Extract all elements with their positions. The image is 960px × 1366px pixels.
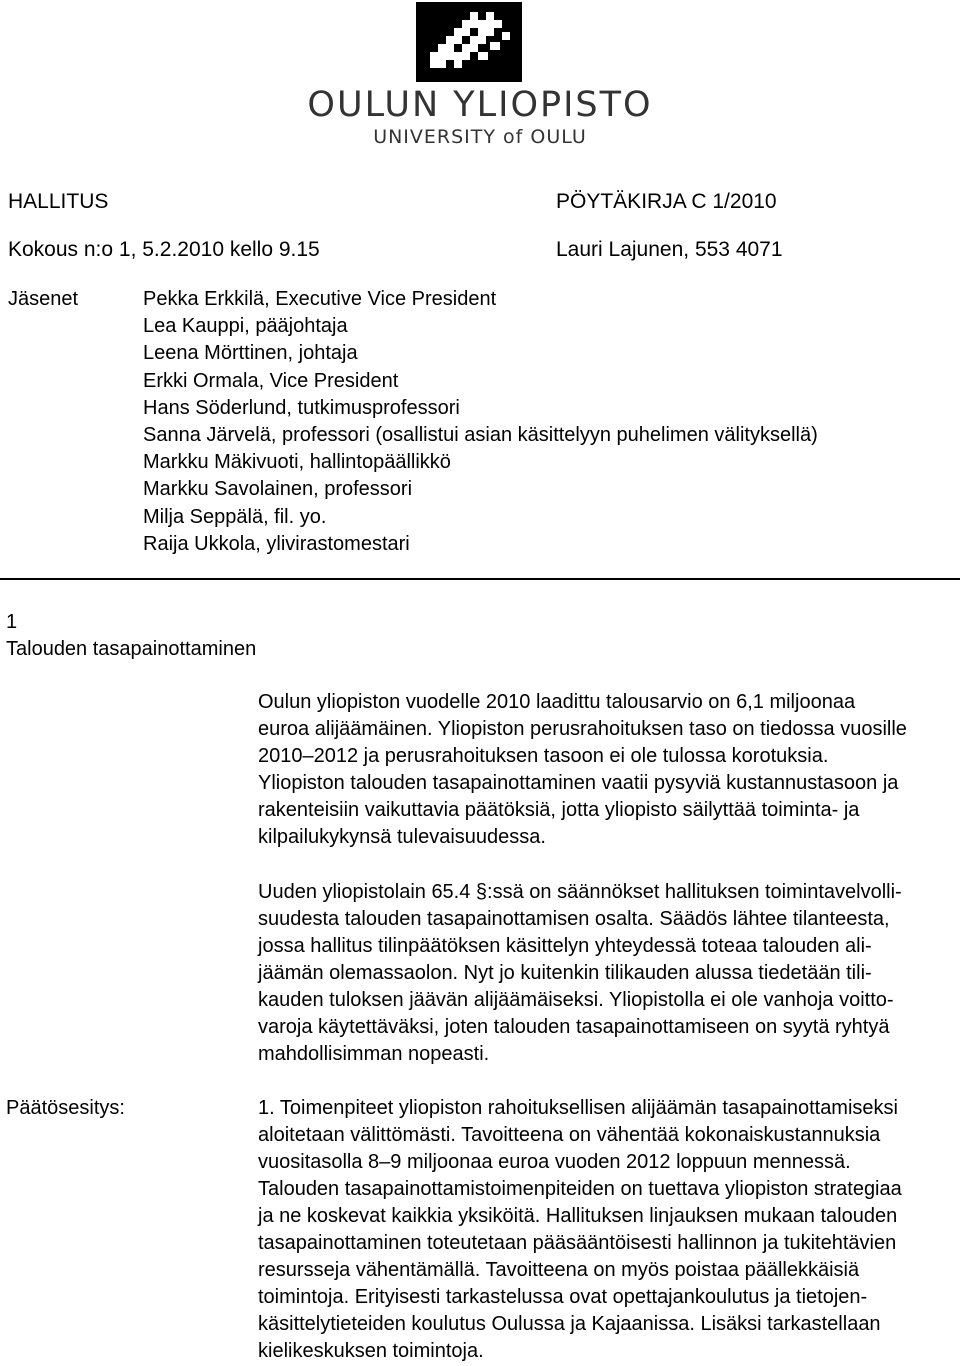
text-line: ja ne koskevat kaikkia yksiköitä. Hallituksen linjauksen mukaan talouden <box>258 1205 898 1227</box>
item-title: Talouden tasapainottaminen <box>6 638 257 660</box>
text-line: varoja käytettäväksi, joten talouden tasapainottamiseen on syytä ryhtyä <box>258 1016 890 1038</box>
member-item: Erkki Ormala, Vice President <box>143 369 399 392</box>
text-line: rakenteisiin vaikuttavia päätöksiä, jotta yliopisto säilyttää toiminta- ja <box>258 799 860 821</box>
logo-wordmark: OULUN YLIOPISTO <box>307 85 653 125</box>
text-line: kilpailukykynsä tulevaisuudessa. <box>258 826 546 848</box>
logo-subtitle: UNIVERSITY of OULU <box>373 126 587 148</box>
text-line: Yliopiston talouden tasapainottaminen vaatii pysyviä kustannustasoon ja <box>258 772 899 794</box>
section-divider <box>0 578 960 580</box>
proposal-text <box>258 1095 948 1365</box>
board-name: HALLITUS <box>8 190 109 213</box>
member-item: Milja Seppälä, fil. yo. <box>143 505 327 528</box>
text-line: toimintoja. Erityisesti tarkastelussa ovat opettajankoulutus ja tietojen- <box>258 1286 868 1308</box>
text-line: jäämän olemassaolon. Nyt jo kuitenkin tilikauden alussa tiedetään tili- <box>258 962 872 984</box>
proposal-label: Päätösesitys: <box>6 1097 125 1119</box>
member-item: Markku Savolainen, professori <box>143 478 413 501</box>
item-paragraph-2 <box>258 879 948 1068</box>
text-line: tasapainottaminen toteutetaan pääsääntöisesti hallinnon ja tukitehtävien <box>258 1232 897 1254</box>
meeting-info: Kokous n:o 1, 5.2.2010 kello 9.15 <box>8 238 320 261</box>
member-item: Pekka Erkkilä, Executive Vice President <box>143 288 497 310</box>
text-line: 1. Toimenpiteet yliopiston rahoituksellisen alijäämän tasapainottamiseksi <box>258 1097 898 1119</box>
text-line: suudesta talouden tasapainottamisen osalta. Säädös lähtee tilanteesta, <box>258 908 890 930</box>
members-label: Jäsenet <box>8 288 79 310</box>
text-line: aloitetaan välittömästi. Tavoitteena on vähentää kokonaiskustannuksia <box>258 1124 881 1146</box>
member-item: Markku Mäkivuoti, hallintopäällikkö <box>143 451 451 474</box>
university-crest-icon <box>416 2 522 82</box>
member-item: Leena Mörttinen, johtaja <box>143 342 358 365</box>
text-line: Uuden yliopistolain 65.4 §:ssä on säännökset hallituksen toimintavelvolli- <box>258 881 902 903</box>
member-item: Raija Ukkola, ylivirastomestari <box>143 532 410 555</box>
document-id: PÖYTÄKIRJA C 1/2010 <box>556 190 777 213</box>
contact-info: Lauri Lajunen, 553 4071 <box>556 238 783 261</box>
text-line: resursseja vähentämällä. Tavoitteena on myös poistaa päällekkäisiä <box>258 1259 860 1281</box>
item-paragraph-1 <box>258 689 948 851</box>
text-line: Oulun yliopiston vuodelle 2010 laadittu talousarvio on 6,1 miljoonaa <box>258 691 856 713</box>
text-line: vuositasolla 8–9 miljoonaa euroa vuoden 2012 loppuun mennessä. <box>258 1151 851 1173</box>
members-list <box>143 286 818 558</box>
member-item: Hans Söderlund, tutkimusprofessori <box>143 396 460 419</box>
text-line: Talouden tasapainottamistoimenpiteiden on tuettava yliopiston strategiaa <box>258 1178 902 1200</box>
text-line: mahdollisimman nopeasti. <box>258 1043 490 1065</box>
text-line: kauden tuloksen jäävän alijäämäiseksi. Yliopistolla ei ole vanhoja voitto- <box>258 989 894 1011</box>
item-number: 1 <box>6 611 18 633</box>
text-line: euroa alijäämäinen. Yliopiston perusrahoituksen taso on tiedossa vuosille <box>258 718 907 740</box>
university-logo <box>300 0 660 160</box>
member-item: Lea Kauppi, pääjohtaja <box>143 315 348 338</box>
member-item: Sanna Järvelä, professori (osallistui asian käsittelyyn puhelimen välityksellä) <box>143 424 818 447</box>
text-line: käsittelytieteiden koulutus Oulussa ja Kajaanissa. Lisäksi tarkastellaan <box>258 1313 881 1335</box>
text-line: jossa hallitus tilinpäätöksen käsittelyn yhteydessä toteaa talouden ali- <box>258 935 872 957</box>
text-line: kielikeskuksen toimintoja. <box>258 1340 484 1362</box>
text-line: 2010–2012 ja perusrahoituksen tasoon ei ole tulossa korotuksia. <box>258 745 829 767</box>
